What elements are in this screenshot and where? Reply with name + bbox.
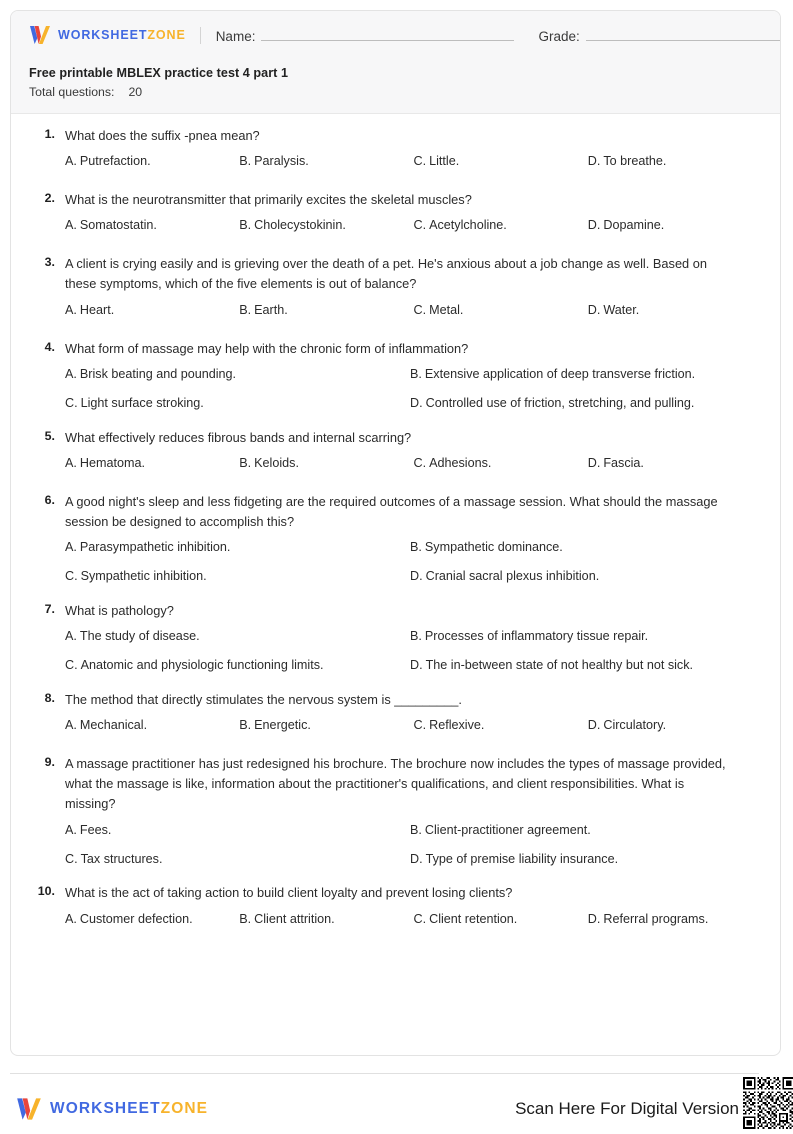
answer-option-text: Sympathetic inhibition.: [80, 568, 207, 583]
answer-option-letter: B.: [410, 540, 422, 555]
worksheet-zone-logo-icon: [29, 25, 51, 45]
answer-option-text: Processes of inflammatory tissue repair.: [424, 629, 649, 644]
answer-option-letter: A.: [65, 455, 77, 470]
answer-option-letter: C.: [413, 154, 427, 169]
answer-option[interactable]: [588, 716, 762, 735]
answer-option-text: Cholecystokinin.: [254, 218, 346, 233]
question-item: [29, 190, 762, 238]
answer-option-text: Paralysis.: [254, 154, 309, 169]
answer-options: [29, 627, 762, 677]
question-text: What form of massage may help with the chronic form of inflammation?: [65, 340, 469, 356]
answer-option[interactable]: [65, 567, 410, 586]
answer-option[interactable]: [588, 454, 762, 473]
answer-option-text: Tax structures.: [80, 851, 163, 866]
answer-options: [29, 538, 762, 588]
answer-option-text: To breathe.: [603, 154, 667, 169]
question-header: [29, 492, 762, 532]
answer-option-letter: C.: [413, 302, 427, 317]
answer-option-text: Putrefaction.: [79, 154, 151, 169]
answer-option-letter: C.: [413, 718, 427, 733]
question-number: 5.: [44, 428, 55, 443]
answer-option-text: Circulatory.: [603, 718, 667, 733]
question-item: [29, 883, 762, 931]
header-top-row: [29, 23, 762, 47]
answer-option-text: Fascia.: [603, 455, 644, 470]
answer-option-text: Heart.: [79, 302, 115, 317]
answer-option[interactable]: [65, 454, 239, 473]
answer-option[interactable]: [65, 910, 239, 929]
answer-option-text: Hematoma.: [79, 455, 145, 470]
answer-option-text: Mechanical.: [79, 718, 148, 733]
answer-option-letter: D.: [587, 154, 601, 169]
answer-option[interactable]: [239, 454, 413, 473]
answer-option-letter: B.: [239, 911, 252, 926]
qr-code-icon[interactable]: [743, 1084, 781, 1134]
question-header: [29, 601, 762, 621]
question-text: What effectively reduces fibrous bands and internal scarring?: [65, 429, 412, 445]
answer-option-text: Client retention.: [429, 911, 518, 926]
answer-option-text: Somatostatin.: [79, 218, 157, 233]
header-divider: [200, 27, 201, 44]
question-text: What is pathology?: [65, 602, 174, 618]
answer-option-letter: B.: [239, 302, 252, 317]
questions-list: [11, 114, 780, 932]
answer-options: [29, 716, 762, 738]
answer-option-letter: A.: [65, 218, 77, 233]
question-item: [29, 339, 762, 415]
worksheet-zone-logo-icon: [16, 1097, 42, 1121]
answer-option-letter: B.: [239, 455, 252, 470]
question-header: [29, 190, 762, 210]
brand-word-zone: ZONE: [147, 28, 186, 42]
answer-option-text: Little.: [429, 154, 460, 169]
answer-option[interactable]: [588, 910, 762, 929]
question-number: 4.: [44, 339, 55, 354]
footer-brand-word-worksheet: WORKSHEET: [50, 1100, 161, 1117]
answer-option-letter: D.: [587, 718, 601, 733]
question-header: [29, 428, 762, 448]
answer-options: [29, 301, 762, 323]
answer-option-text: Fees.: [79, 822, 112, 837]
footer-brand-wordmark: [50, 1100, 208, 1118]
answer-option[interactable]: [65, 152, 239, 171]
question-number: 7.: [44, 601, 55, 616]
answer-option-letter: D.: [410, 657, 423, 672]
answer-option[interactable]: [239, 910, 413, 929]
question-text: What does the suffix -pnea mean?: [65, 128, 260, 143]
answer-option-letter: A.: [65, 911, 77, 926]
answer-option-letter: B.: [239, 718, 252, 733]
answer-option[interactable]: [65, 627, 410, 646]
question-number: 9.: [44, 754, 55, 769]
answer-option[interactable]: [65, 821, 410, 840]
answer-option[interactable]: [410, 821, 755, 840]
answer-option[interactable]: [410, 365, 755, 384]
worksheet-sheet: [10, 10, 781, 1056]
answer-option-text: Type of premise liability insurance.: [425, 851, 619, 866]
answer-option[interactable]: [410, 656, 755, 675]
answer-option[interactable]: [65, 656, 410, 675]
question-item: [29, 492, 762, 588]
answer-option-letter: D.: [587, 218, 601, 233]
question-item: [29, 601, 762, 677]
answer-option-text: Acetylcholine.: [429, 218, 507, 233]
answer-option[interactable]: [414, 716, 588, 735]
brand-wordmark: [58, 28, 186, 42]
question-text: A client is crying easily and is grieving over the death of a pet. He's anxious about a job change as well. Based on these symptoms, which of the five elements is out of balance?: [65, 256, 707, 292]
answer-option[interactable]: [414, 216, 588, 235]
question-item: [29, 126, 762, 174]
answer-option-text: Client-practitioner agreement.: [424, 822, 591, 837]
answer-option-letter: A.: [65, 718, 77, 733]
answer-option-letter: C.: [413, 218, 427, 233]
answer-option-letter: C.: [65, 657, 78, 672]
footer-divider: [10, 1073, 759, 1074]
answer-option[interactable]: [65, 850, 410, 869]
answer-option[interactable]: [65, 394, 410, 413]
answer-option-letter: C.: [413, 911, 427, 926]
answer-option[interactable]: [65, 538, 410, 557]
answer-option-letter: D.: [410, 851, 423, 866]
answer-option-letter: D.: [587, 455, 601, 470]
answer-option-text: The in-between state of not healthy but not sick.: [425, 657, 694, 672]
answer-option-text: Energetic.: [254, 718, 311, 733]
answer-option-text: Customer defection.: [79, 911, 193, 926]
question-number: 2.: [44, 191, 55, 206]
question-text: What is the neurotransmitter that primarily excites the skeletal muscles?: [65, 192, 472, 208]
answer-option-text: Metal.: [429, 302, 464, 317]
answer-option[interactable]: [588, 152, 762, 171]
answer-option-text: Referral programs.: [603, 911, 709, 926]
answer-option[interactable]: [65, 365, 410, 384]
answer-option[interactable]: [410, 850, 755, 869]
answer-option-letter: D.: [587, 911, 601, 926]
total-questions-value: 20: [128, 85, 143, 99]
answer-option-letter: C.: [65, 568, 78, 583]
answer-option-letter: B.: [239, 218, 252, 233]
question-text: The method that directly stimulates the nervous system is _________.: [65, 691, 462, 707]
answer-option-text: The study of disease.: [79, 629, 200, 644]
question-header: [29, 883, 762, 903]
question-item: [29, 754, 762, 870]
grade-field-label: Grade:: [538, 28, 580, 44]
answer-option-text: Adhesions.: [429, 455, 492, 470]
answer-option[interactable]: [65, 216, 239, 235]
answer-option[interactable]: [588, 301, 762, 320]
name-field-input[interactable]: [261, 27, 514, 41]
answer-option-letter: A.: [65, 302, 77, 317]
total-questions-label: Total questions:: [29, 85, 115, 99]
answer-option-letter: D.: [410, 395, 423, 410]
question-number: 10.: [37, 884, 55, 899]
answer-option-text: Controlled use of friction, stretching, and pulling.: [425, 395, 695, 410]
footer-brand[interactable]: [16, 1097, 208, 1121]
question-header: [29, 754, 762, 815]
answer-option-letter: A.: [65, 154, 77, 169]
answer-option-text: Reflexive.: [429, 718, 485, 733]
grade-field: [538, 27, 781, 44]
question-number: 3.: [44, 255, 55, 270]
answer-option-text: Brisk beating and pounding.: [79, 366, 237, 381]
question-item: [29, 428, 762, 476]
answer-option-letter: D.: [587, 302, 601, 317]
answer-option-letter: A.: [65, 822, 77, 837]
answer-option-letter: A.: [65, 540, 77, 555]
answer-option[interactable]: [239, 716, 413, 735]
answer-options: [29, 821, 762, 871]
question-text: A massage practitioner has just redesigned his brochure. The brochure now includes the types of massage provided, what the massage is like, information about the practitioner's qualifications, and client responsibilities. What is missing?: [65, 755, 726, 812]
question-header: [29, 126, 762, 146]
question-header: [29, 339, 762, 359]
question-number: 1.: [44, 127, 55, 141]
answer-option-letter: C.: [65, 395, 78, 410]
brand-word-worksheet: WORKSHEET: [58, 28, 148, 42]
answer-option[interactable]: [410, 538, 755, 557]
answer-options: [29, 216, 762, 238]
name-field-label: Name:: [215, 28, 256, 44]
answer-option[interactable]: [410, 567, 755, 586]
answer-options: [29, 365, 762, 415]
answer-option[interactable]: [65, 716, 239, 735]
total-questions-row: [29, 85, 762, 99]
answer-option-text: Keloids.: [254, 455, 299, 470]
answer-option-letter: C.: [65, 851, 78, 866]
answer-options: [29, 454, 762, 476]
answer-options: [29, 152, 762, 174]
answer-options: [29, 910, 762, 932]
footer-brand-word-zone: ZONE: [160, 1100, 209, 1117]
answer-option-text: Client attrition.: [254, 911, 335, 926]
worksheet-header: [11, 11, 780, 114]
answer-option-letter: B.: [410, 629, 422, 644]
answer-option-letter: B.: [239, 154, 252, 169]
answer-option-text: Extensive application of deep transverse friction.: [424, 366, 696, 381]
answer-option[interactable]: [414, 301, 588, 320]
answer-option-letter: A.: [65, 366, 77, 381]
worksheet-title: Free printable MBLEX practice test 4 part 1: [29, 66, 288, 80]
answer-option-text: Light surface stroking.: [80, 395, 204, 410]
answer-option-text: Parasympathetic inhibition.: [79, 540, 231, 555]
answer-option[interactable]: [239, 301, 413, 320]
answer-option-letter: D.: [410, 568, 423, 583]
answer-option-letter: C.: [413, 455, 427, 470]
answer-option[interactable]: [414, 152, 588, 171]
answer-option-letter: B.: [410, 822, 422, 837]
answer-option[interactable]: [65, 301, 239, 320]
scan-prompt-text: Scan Here For Digital Version: [515, 1099, 739, 1118]
question-number: 6.: [44, 492, 55, 507]
answer-option-text: Cranial sacral plexus inhibition.: [425, 568, 600, 583]
question-text: A good night's sleep and less fidgeting are the required outcomes of a massage session. What should the massage session be designed to accomplish this?: [65, 493, 718, 529]
answer-option[interactable]: [239, 152, 413, 171]
grade-field-input[interactable]: [586, 27, 781, 41]
answer-option[interactable]: [588, 216, 762, 235]
answer-option[interactable]: [239, 216, 413, 235]
answer-option[interactable]: [410, 394, 755, 413]
answer-option[interactable]: [414, 910, 588, 929]
answer-option[interactable]: [414, 454, 588, 473]
answer-option[interactable]: [410, 627, 755, 646]
question-number: 8.: [44, 690, 55, 705]
answer-option-text: Sympathetic dominance.: [424, 540, 563, 555]
question-header: [29, 254, 762, 294]
question-item: [29, 254, 762, 322]
page-footer: [10, 1073, 781, 1117]
answer-option-letter: B.: [410, 366, 422, 381]
answer-option-text: Dopamine.: [603, 218, 665, 233]
name-field: [216, 27, 515, 44]
answer-option-text: Earth.: [254, 302, 288, 317]
question-header: [29, 690, 762, 710]
answer-option-text: Anatomic and physiologic functioning limits.: [80, 657, 324, 672]
question-item: [29, 690, 762, 738]
answer-option-text: Water.: [603, 302, 640, 317]
question-text: What is the act of taking action to build client loyalty and prevent losing clients?: [65, 885, 513, 901]
answer-option-letter: A.: [65, 629, 77, 644]
